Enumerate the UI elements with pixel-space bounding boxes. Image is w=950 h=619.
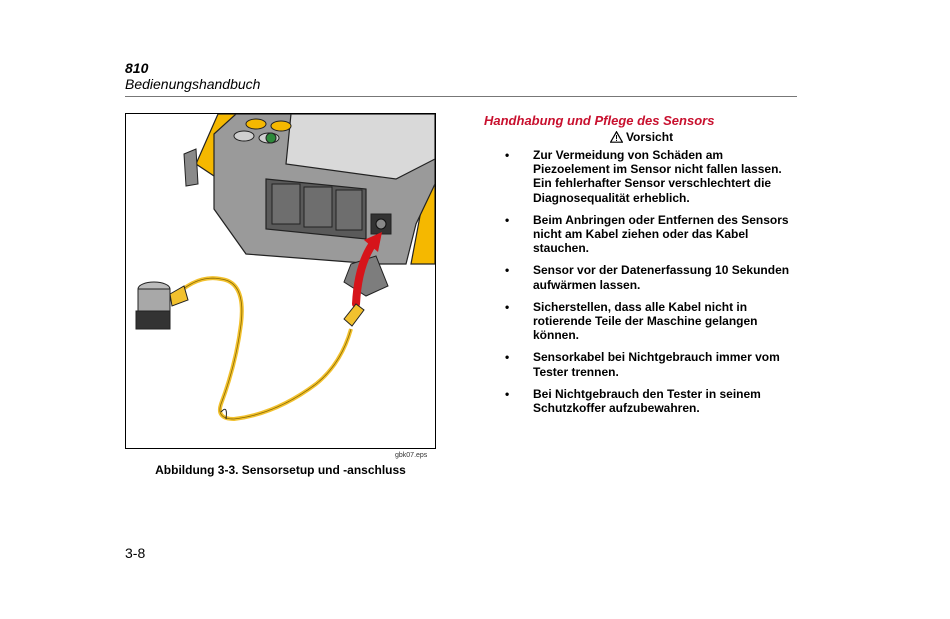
section-title: Handhabung und Pflege des Sensors [484, 113, 715, 128]
page-number: 3-8 [125, 545, 146, 561]
header-title: Bedienungshandbuch [125, 76, 261, 92]
caution-list [505, 148, 795, 423]
header-model: 810 [125, 60, 149, 76]
figure-sensor-setup [125, 113, 436, 449]
warning-triangle-icon [610, 131, 623, 143]
caution-heading [484, 130, 799, 144]
header-rule [125, 96, 797, 97]
list-item: • Bei Nichtgebrauch den Tester in seinem Schutzkoffer aufzubewahren. [505, 386, 761, 416]
figure-file-label: gbk07.eps [395, 452, 428, 459]
list-item: • Sicherstellen, dass alle Kabel nicht in rotierende Teile der Maschine gelangen können. [505, 299, 758, 343]
list-item: • Sensorkabel bei Nichtgebrauch immer vom Tester trennen. [505, 350, 780, 379]
caution-label: Vorsicht [625, 130, 674, 144]
list-item: • Beim Anbringen oder Entfernen des Sensors nicht am Kabel ziehen oder das Kabel stauchen. [505, 212, 789, 256]
figure-caption: Abbildung 3-3. Sensorsetup und -anschluss [155, 463, 406, 477]
list-item: • Sensor vor der Datenerfassung 10 Sekunden aufwärmen lassen. [505, 263, 790, 292]
sensor-illustration [126, 114, 435, 448]
list-item: • Zur Vermeidung von Schäden am Piezoelement im Sensor nicht fallen lassen. Ein fehlerhafter Sensor verschlechtert die Diagnosequalität erheblich. [505, 148, 782, 205]
